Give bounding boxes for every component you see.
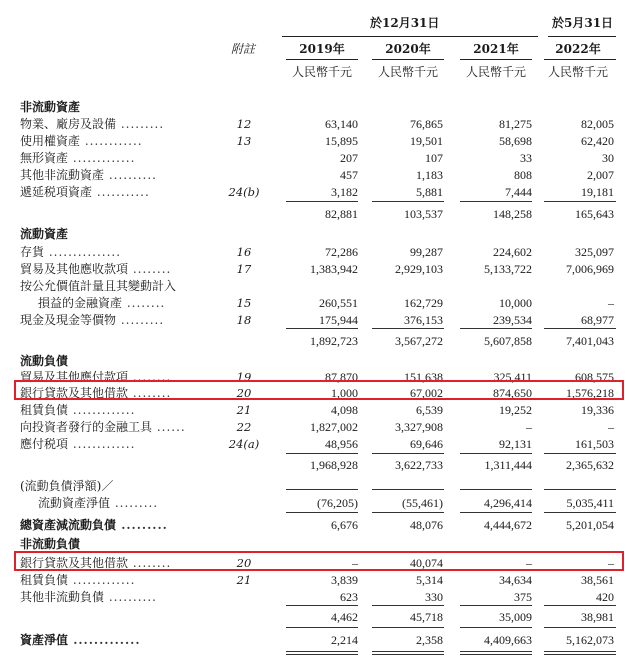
row-other-nca-value-1: 1,183 [416, 168, 443, 182]
row-ca-total-line-0 [286, 328, 358, 329]
row-trade-rec-value-0: 1,383,942 [310, 262, 358, 276]
row-ppe-value-0: 63,140 [325, 117, 358, 131]
highlight-bank-loans-current [14, 380, 624, 400]
row-lease-nc-value-2: 34,634 [499, 573, 532, 587]
row-nca-net-2-value-1: (55,461) [402, 496, 443, 510]
row-other-nca-label-text: 其他非流動資產 [20, 168, 105, 182]
row-lease-cur-value-3: 19,336 [581, 403, 614, 417]
row-inv-leader-dots: ............... [44, 245, 122, 259]
row-rou-leader-dots: ............ [80, 134, 143, 148]
header-year-2019: 2019年 [299, 42, 345, 56]
row-inv-value-2: 224,602 [493, 245, 532, 259]
row-rou-value-2: 58,698 [499, 134, 532, 148]
row-intang-value-1: 107 [425, 151, 443, 165]
row-intang-leader-dots: ............. [68, 151, 136, 165]
row-net-assets-line-3 [544, 627, 616, 628]
row-cl-total-value-2: 1,311,444 [484, 458, 532, 472]
row-other-ncl-label [20, 589, 157, 605]
row-trade-pay-value-0: 87,870 [325, 370, 358, 384]
row-ca-total-value-0: 1,892,723 [310, 334, 358, 348]
row-other-nca-value-3: 2,007 [587, 168, 614, 182]
row-lease-nc-leader-dots: ............. [68, 573, 136, 587]
row-cl-total-line-0 [286, 453, 358, 454]
row-nca-net-2-line-2 [460, 489, 532, 490]
row-fvtpl-2-note: 15 [236, 296, 252, 310]
row-ncl-total-value-3: 38,981 [581, 610, 614, 624]
row-lease-cur-value-1: 6,539 [416, 403, 443, 417]
row-fvtpl-2-value-2: 10,000 [499, 296, 532, 310]
row-other-ncl-value-2: 375 [514, 590, 532, 604]
row-inv-value-0: 72,286 [325, 245, 358, 259]
row-lease-cur-note: 21 [236, 403, 252, 417]
row-ca-total-line-3 [544, 328, 616, 329]
row-other-ncl-value-0: 623 [340, 590, 358, 604]
row-net-assets-value-1: 2,358 [416, 633, 443, 647]
row-nca-net-2-value-3: 5,035,411 [566, 496, 614, 510]
row-talcl-line-0 [286, 512, 358, 513]
row-net-assets-line-0 [286, 627, 358, 628]
row-cl-total-line-1 [372, 453, 444, 454]
row-fin-inst-note: 22 [236, 420, 252, 434]
header-may31: 於5月31日 [552, 16, 614, 30]
row-other-nca-label [20, 167, 157, 183]
row-dta-label-text: 遞延税項資產 [20, 185, 93, 199]
row-trade-rec-value-3: 7,006,969 [566, 262, 614, 276]
row-cash-value-3: 68,977 [581, 313, 614, 327]
header-unit-2019: 人民幣千元 [291, 65, 352, 79]
row-tax-pay-value-3: 161,503 [575, 437, 614, 451]
year-underline-2019 [286, 59, 358, 60]
row-bank-nc-value-0: – [352, 556, 358, 570]
row-tax-pay-label-text: 應付税項 [20, 437, 69, 451]
row-nca-net-2-line-0 [286, 489, 358, 490]
row-bank-cur-note: 20 [236, 386, 252, 400]
row-dta-value-2: 7,444 [505, 185, 532, 199]
row-ppe-note: 12 [236, 117, 252, 131]
section-non-current-liabilities: 非流動負債 [20, 537, 81, 551]
row-bank-cur-value-0: 1,000 [331, 386, 358, 400]
row-cash-value-0: 175,944 [319, 313, 358, 327]
row-trade-rec-note: 17 [236, 262, 252, 276]
row-tax-pay-value-0: 48,956 [325, 437, 358, 451]
row-lease-nc-label-text: 租賃負債 [20, 573, 69, 587]
row-rou-note: 13 [236, 134, 252, 148]
row-talcl-line-2 [460, 512, 532, 513]
row-ppe-label [20, 116, 164, 132]
row-intang-label-text: 無形資產 [20, 151, 69, 165]
header-year-2021: 2021年 [473, 42, 519, 56]
row-lease-nc-note: 21 [236, 573, 252, 587]
row-nca-net-2-line-1 [372, 489, 444, 490]
row-cash-label-text: 現金及現金等價物 [20, 313, 117, 327]
row-trade-pay-value-1: 151,638 [404, 370, 443, 384]
row-cl-total-line-3 [544, 453, 616, 454]
row-bank-nc-value-2: – [526, 556, 532, 570]
row-lease-cur-label [20, 402, 135, 418]
row-nca-total-line-2 [460, 201, 532, 202]
row-net-assets-value-0: 2,214 [331, 633, 358, 647]
row-ncl-total-line-2 [460, 605, 532, 606]
row-other-ncl-label-text: 其他非流動負債 [20, 590, 105, 604]
row-ca-total-line-2 [460, 328, 532, 329]
row-net-assets-dbl-b-2 [460, 654, 532, 655]
row-inv-note: 16 [236, 245, 252, 259]
row-talcl-value-2: 4,444,672 [484, 518, 532, 532]
row-net-assets-label-text: 資產淨值 [20, 633, 69, 647]
row-nca-net-1-label [20, 478, 113, 494]
row-dta-value-0: 3,182 [331, 185, 358, 199]
row-cl-total-value-0: 1,968,928 [310, 458, 358, 472]
row-inv-label-text: 存貨 [20, 245, 45, 259]
row-fvtpl-2-value-0: 260,551 [319, 296, 358, 310]
header-year-2020: 2020年 [385, 42, 431, 56]
row-intang-value-3: 30 [602, 151, 614, 165]
row-fin-inst-value-0: 1,827,002 [310, 420, 358, 434]
row-talcl-leader-dots: ......... [116, 518, 168, 532]
row-talcl-value-1: 48,076 [410, 518, 443, 532]
row-ca-total-line-1 [372, 328, 444, 329]
header-may31-line [548, 36, 616, 37]
row-rou-label [20, 133, 143, 149]
row-talcl-label-text: 總資產減流動負債 [20, 518, 117, 532]
row-cl-total-value-3: 2,365,632 [566, 458, 614, 472]
row-net-assets-dbl-b-3 [544, 654, 616, 655]
row-trade-pay-note: 19 [236, 370, 252, 384]
row-tax-pay-value-2: 92,131 [499, 437, 532, 451]
row-net-assets-dbl-a-2 [460, 651, 532, 652]
row-ncl-total-value-1: 45,718 [410, 610, 443, 624]
row-bank-cur-value-3: 1,576,218 [566, 386, 614, 400]
row-net-assets-dbl-a-3 [544, 651, 616, 652]
header-dec31-line [282, 36, 538, 37]
row-bank-cur-leader-dots: ........ [128, 386, 172, 400]
row-nca-net-2-value-2: 4,296,414 [484, 496, 532, 510]
row-cash-label [20, 312, 164, 328]
row-net-assets-dbl-a-0 [286, 651, 358, 652]
row-lease-cur-leader-dots: ............. [68, 403, 136, 417]
row-ppe-leader-dots: ......... [116, 117, 165, 131]
row-ppe-value-1: 76,865 [410, 117, 443, 131]
row-dta-value-1: 5,881 [416, 185, 443, 199]
row-ca-total-value-2: 5,607,858 [484, 334, 532, 348]
row-bank-nc-label-text: 銀行貸款及其他借款 [20, 556, 129, 570]
row-lease-cur-label-text: 租賃負債 [20, 403, 69, 417]
row-fvtpl-2-label-text: 損益的金融資產 [38, 296, 123, 310]
row-lease-cur-value-2: 19,252 [499, 403, 532, 417]
row-cash-leader-dots: ......... [116, 313, 165, 327]
row-other-ncl-value-1: 330 [425, 590, 443, 604]
row-lease-nc-label [20, 572, 135, 588]
row-intang-value-2: 33 [520, 151, 532, 165]
row-tax-pay-note: 24(a) [228, 437, 260, 451]
row-ncl-total-value-2: 35,009 [499, 610, 532, 624]
row-bank-nc-note: 20 [236, 556, 252, 570]
row-ncl-total-line-0 [286, 605, 358, 606]
row-trade-rec-label [20, 261, 171, 277]
row-net-assets-value-3: 5,162,073 [566, 633, 614, 647]
row-lease-cur-value-0: 4,098 [331, 403, 358, 417]
row-other-nca-leader-dots: .......... [104, 168, 157, 182]
row-nca-net-2-leader-dots: ......... [110, 496, 159, 510]
row-talcl-value-0: 6,676 [331, 518, 358, 532]
row-nca-net-2-label-text: 流動資產淨值 [38, 496, 111, 510]
header-unit-2022: 人民幣千元 [547, 65, 608, 79]
row-net-assets-dbl-b-1 [372, 654, 444, 655]
row-net-assets-leader-dots: ............. [68, 633, 141, 647]
row-dta-note: 24(b) [228, 185, 260, 199]
row-trade-pay-leader-dots: ........ [128, 370, 172, 384]
row-dta-leader-dots: ........... [92, 185, 150, 199]
row-rou-value-0: 15,895 [325, 134, 358, 148]
row-tax-pay-leader-dots: ............. [68, 437, 136, 451]
row-talcl-label [20, 517, 168, 533]
row-cl-total-line-2 [460, 453, 532, 454]
row-dta-value-3: 19,181 [581, 185, 614, 199]
row-trade-rec-value-1: 2,929,103 [395, 262, 443, 276]
row-intang-value-0: 207 [340, 151, 358, 165]
row-net-assets-value-2: 4,409,663 [484, 633, 532, 647]
row-talcl-line-3 [544, 512, 616, 513]
year-underline-2022 [544, 59, 616, 60]
row-net-assets-line-1 [372, 627, 444, 628]
row-talcl-line-1 [372, 512, 444, 513]
row-nca-net-2-value-0: (76,205) [317, 496, 358, 510]
row-bank-cur-label-text: 銀行貸款及其他借款 [20, 386, 129, 400]
row-trade-rec-value-2: 5,133,722 [484, 262, 532, 276]
header-dec31: 於12月31日 [370, 16, 440, 30]
row-intang-label [20, 150, 135, 166]
row-rou-value-3: 62,420 [581, 134, 614, 148]
row-rou-value-1: 19,501 [410, 134, 443, 148]
row-nca-net-1-label-text: (流動負債淨額)／ [20, 479, 114, 493]
row-trade-pay-value-3: 608,575 [575, 370, 614, 384]
row-tax-pay-value-1: 69,646 [410, 437, 443, 451]
row-other-ncl-leader-dots: .......... [104, 590, 157, 604]
header-unit-2020: 人民幣千元 [377, 65, 438, 79]
row-fin-inst-leader-dots: ...... [152, 420, 186, 434]
row-talcl-value-3: 5,201,054 [566, 518, 614, 532]
row-dta-label [20, 184, 150, 200]
row-fin-inst-value-1: 3,327,908 [395, 420, 443, 434]
row-fvtpl-1-label [20, 278, 176, 294]
row-ppe-value-3: 82,005 [581, 117, 614, 131]
row-nca-total-line-3 [544, 201, 616, 202]
row-bank-cur-value-2: 874,650 [493, 386, 532, 400]
row-nca-total-value-1: 103,537 [404, 207, 443, 221]
row-inv-label [20, 244, 121, 260]
row-cash-value-2: 239,534 [493, 313, 532, 327]
row-fvtpl-2-value-1: 162,729 [404, 296, 443, 310]
row-trade-rec-label-text: 貿易及其他應收款項 [20, 262, 129, 276]
row-net-assets-dbl-b-0 [286, 654, 358, 655]
section-current-liabilities: 流動負債 [20, 354, 69, 368]
row-net-assets-line-2 [460, 627, 532, 628]
row-tax-pay-label [20, 436, 135, 452]
row-ca-total-value-3: 7,401,043 [566, 334, 614, 348]
row-fin-inst-value-2: – [526, 420, 532, 434]
row-net-assets-dbl-a-1 [372, 651, 444, 652]
header-note-col: 附註 [231, 42, 256, 56]
highlight-bank-loans-non-current [14, 551, 624, 571]
row-fvtpl-2-label [38, 295, 165, 311]
row-other-nca-value-0: 457 [340, 168, 358, 182]
row-bank-nc-value-3: – [608, 556, 614, 570]
row-rou-label-text: 使用權資產 [20, 134, 81, 148]
row-nca-total-line-0 [286, 201, 358, 202]
row-bank-cur-value-1: 67,002 [410, 386, 443, 400]
header-unit-2021: 人民幣千元 [465, 65, 526, 79]
year-underline-2020 [372, 59, 444, 60]
row-nca-net-2-line-3 [544, 489, 616, 490]
year-underline-2021 [460, 59, 532, 60]
row-lease-nc-value-3: 38,561 [581, 573, 614, 587]
row-fvtpl-2-leader-dots: ........ [122, 296, 166, 310]
row-nca-total-value-0: 82,881 [325, 207, 358, 221]
row-ncl-total-value-0: 4,462 [331, 610, 358, 624]
row-fvtpl-2-value-3: – [608, 296, 614, 310]
row-nca-total-value-2: 148,258 [493, 207, 532, 221]
row-nca-net-2-label [38, 495, 158, 511]
row-nca-total-line-1 [372, 201, 444, 202]
row-trade-pay-label-text: 貿易及其他應付款項 [20, 370, 129, 384]
row-fin-inst-label-text: 向投資者發行的金融工具 [20, 420, 153, 434]
row-bank-nc-leader-dots: ........ [128, 556, 172, 570]
row-ncl-total-line-1 [372, 605, 444, 606]
row-net-assets-label [20, 632, 141, 648]
row-ncl-total-line-3 [544, 605, 616, 606]
row-other-ncl-value-3: 420 [596, 590, 614, 604]
row-lease-nc-value-1: 5,314 [416, 573, 443, 587]
section-current-assets: 流動資產 [20, 227, 69, 241]
row-fin-inst-label [20, 419, 186, 435]
row-cash-note: 18 [236, 313, 252, 327]
row-bank-nc-value-1: 40,074 [410, 556, 443, 570]
header-year-2022: 2022年 [555, 42, 601, 56]
row-lease-nc-value-0: 3,839 [331, 573, 358, 587]
row-nca-total-value-3: 165,643 [575, 207, 614, 221]
row-ppe-value-2: 81,275 [499, 117, 532, 131]
section-non-current-assets: 非流動資產 [20, 100, 81, 114]
row-ca-total-value-1: 3,567,272 [395, 334, 443, 348]
row-trade-pay-value-2: 325,411 [493, 370, 532, 384]
row-inv-value-1: 99,287 [410, 245, 443, 259]
row-cash-value-1: 376,153 [404, 313, 443, 327]
row-ppe-label-text: 物業、廠房及設備 [20, 117, 117, 131]
row-other-nca-value-2: 808 [514, 168, 532, 182]
row-fvtpl-1-label-text: 按公允價值計量且其變動計入 [20, 279, 177, 293]
row-fin-inst-value-3: – [608, 420, 614, 434]
row-cl-total-value-1: 3,622,733 [395, 458, 443, 472]
row-inv-value-3: 325,097 [575, 245, 614, 259]
row-trade-rec-leader-dots: ........ [128, 262, 172, 276]
